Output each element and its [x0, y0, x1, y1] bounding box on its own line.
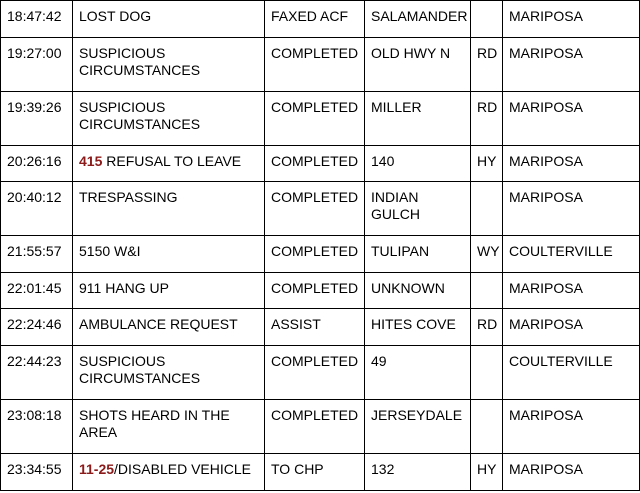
disposition-cell: COMPLETED [264, 399, 364, 453]
time-cell: 18:47:42 [0, 0, 72, 37]
street-cell: MILLER [364, 91, 470, 145]
disposition-cell: COMPLETED [264, 91, 364, 145]
call-type-text: REFUSAL TO LEAVE [102, 153, 242, 169]
time-cell: 19:39:26 [0, 91, 72, 145]
call-type-text: 911 HANG UP [79, 280, 169, 296]
city-cell: MARIPOSA [502, 0, 640, 37]
city-cell: MARIPOSA [502, 145, 640, 181]
call-type-cell [72, 235, 264, 272]
call-type-text: SUSPICIOUS CIRCUMSTANCES [79, 99, 201, 132]
call-code: 11-25 [79, 461, 115, 477]
disposition-cell: TO CHP [264, 453, 364, 491]
table-row [0, 0, 640, 37]
street-cell: UNKNOWN [364, 272, 470, 308]
call-type-text: SHOTS HEARD IN THE AREA [79, 407, 233, 440]
street-cell: JERSEYDALE [364, 399, 470, 453]
disposition-cell: COMPLETED [264, 37, 364, 91]
city-cell: MARIPOSA [502, 308, 640, 345]
call-type-text: LOST DOG [79, 8, 152, 24]
disposition-cell: COMPLETED [264, 235, 364, 272]
disposition-cell: COMPLETED [264, 181, 364, 235]
table-row [0, 399, 640, 453]
city-cell: MARIPOSA [502, 453, 640, 491]
call-type-text: SUSPICIOUS CIRCUMSTANCES [79, 353, 201, 386]
disposition-cell: COMPLETED [264, 272, 364, 308]
table-row [0, 91, 640, 145]
city-cell: MARIPOSA [502, 37, 640, 91]
street-suffix-cell: WY [470, 235, 502, 272]
call-type-text: TRESPASSING [79, 189, 178, 205]
call-type-text: /DISABLED VEHICLE [114, 461, 251, 477]
call-type-cell [72, 37, 264, 91]
time-cell: 21:55:57 [0, 235, 72, 272]
call-type-cell [72, 181, 264, 235]
street-suffix-cell [470, 345, 502, 399]
table-row [0, 181, 640, 235]
time-cell: 22:24:46 [0, 308, 72, 345]
table-row [0, 272, 640, 308]
street-cell: TULIPAN [364, 235, 470, 272]
street-cell: 132 [364, 453, 470, 491]
city-cell: MARIPOSA [502, 399, 640, 453]
street-suffix-cell: RD [470, 91, 502, 145]
street-cell: OLD HWY N [364, 37, 470, 91]
street-suffix-cell: RD [470, 37, 502, 91]
time-cell: 23:34:55 [0, 453, 72, 491]
disposition-cell: FAXED ACF [264, 0, 364, 37]
call-type-cell [72, 0, 264, 37]
table-row [0, 308, 640, 345]
time-cell: 20:26:16 [0, 145, 72, 181]
table-row [0, 453, 640, 491]
call-type-cell [72, 399, 264, 453]
street-suffix-cell [470, 181, 502, 235]
street-suffix-cell: RD [470, 308, 502, 345]
disposition-cell: COMPLETED [264, 345, 364, 399]
street-cell: HITES COVE [364, 308, 470, 345]
street-cell: SALAMANDER [364, 0, 470, 37]
street-suffix-cell [470, 272, 502, 308]
table-row [0, 345, 640, 399]
street-suffix-cell [470, 0, 502, 37]
call-code: 415 [79, 153, 103, 169]
street-cell: 49 [364, 345, 470, 399]
city-cell: COULTERVILLE [502, 345, 640, 399]
call-type-text: AMBULANCE REQUEST [79, 316, 238, 332]
disposition-cell: ASSIST [264, 308, 364, 345]
call-type-cell [72, 453, 264, 491]
street-suffix-cell: HY [470, 145, 502, 181]
time-cell: 23:08:18 [0, 399, 72, 453]
street-suffix-cell: HY [470, 453, 502, 491]
city-cell: COULTERVILLE [502, 235, 640, 272]
call-type-cell [72, 91, 264, 145]
call-type-text: 5150 W&I [79, 243, 141, 259]
street-cell: 140 [364, 145, 470, 181]
city-cell: MARIPOSA [502, 272, 640, 308]
call-type-cell [72, 145, 264, 181]
table-row [0, 37, 640, 91]
call-type-cell [72, 308, 264, 345]
city-cell: MARIPOSA [502, 91, 640, 145]
call-type-cell [72, 272, 264, 308]
street-cell: INDIAN GULCH [364, 181, 470, 235]
time-cell: 22:44:23 [0, 345, 72, 399]
table-row [0, 235, 640, 272]
time-cell: 19:27:00 [0, 37, 72, 91]
call-type-cell [72, 345, 264, 399]
call-type-text: SUSPICIOUS CIRCUMSTANCES [79, 45, 201, 78]
disposition-cell: COMPLETED [264, 145, 364, 181]
time-cell: 20:40:12 [0, 181, 72, 235]
street-suffix-cell [470, 399, 502, 453]
city-cell: MARIPOSA [502, 181, 640, 235]
time-cell: 22:01:45 [0, 272, 72, 308]
table-row [0, 145, 640, 181]
